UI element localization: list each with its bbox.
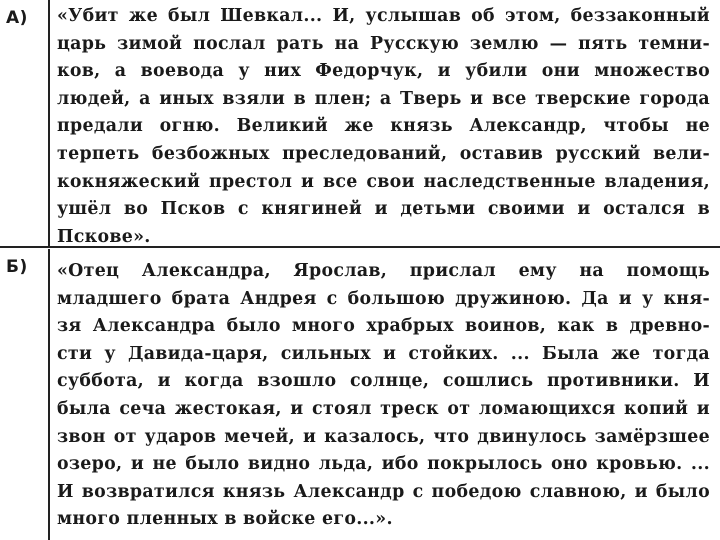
section-b-label: Б) (6, 257, 28, 277)
text-line: ков, а воевода у них Федорчук, и убили они множество (57, 61, 710, 82)
text-line: была сеча жестокая, и стоял треск от ломающихся копий и (57, 398, 710, 419)
section-a (0, 0, 720, 248)
text-line: кокняжеский престол и все свои наследственные владения, (57, 171, 710, 192)
text-line: И возвратился князь Александр с победою славною, и было (57, 481, 710, 502)
text-line: сти у Давида-царя, сильных и стойких. ... Была же тогда (57, 343, 710, 364)
text-line: «Убит же был Шевкал... И, услышав об этом, беззаконный (57, 6, 710, 26)
section-b-label-cell (0, 249, 50, 540)
text-line: «Отец Александра, Ярослав, прислал ему на помощь (57, 261, 710, 281)
section-b (0, 249, 720, 540)
section-a-label: А) (6, 8, 28, 28)
text-line: царь зимой послал рать на Русскую землю — пять темни- (57, 33, 710, 54)
section-b-text (57, 258, 710, 534)
text-line: терпеть безбожных преследований, оставив русский вели- (57, 143, 710, 164)
text-line: суббота, и когда взошло солнце, сошлись противники. И (57, 371, 710, 392)
text-line: озеро, и не было видно льда, ибо покрылось оно кровью. ... (57, 454, 710, 475)
text-line: младшего брата Андрея с большою дружиною. Да и у кня- (57, 288, 710, 309)
text-line: Пскове». (57, 226, 151, 247)
text-line: предали огню. Великий же князь Александр, чтобы не (57, 116, 710, 137)
text-line: зя Александра было много храбрых воинов, как в древно- (57, 316, 710, 337)
text-line: ушёл во Псков с княгиней и детьми своими и остался в (57, 199, 710, 220)
text-line: звон от ударов мечей, и казалось, что двинулось замёрзшее (57, 426, 710, 447)
section-a-text (57, 3, 710, 251)
text-line: людей, а иных взяли в плен; а Тверь и все тверские города (57, 88, 710, 109)
section-a-label-cell (0, 0, 50, 246)
text-line: много пленных в войске его...». (57, 509, 393, 530)
